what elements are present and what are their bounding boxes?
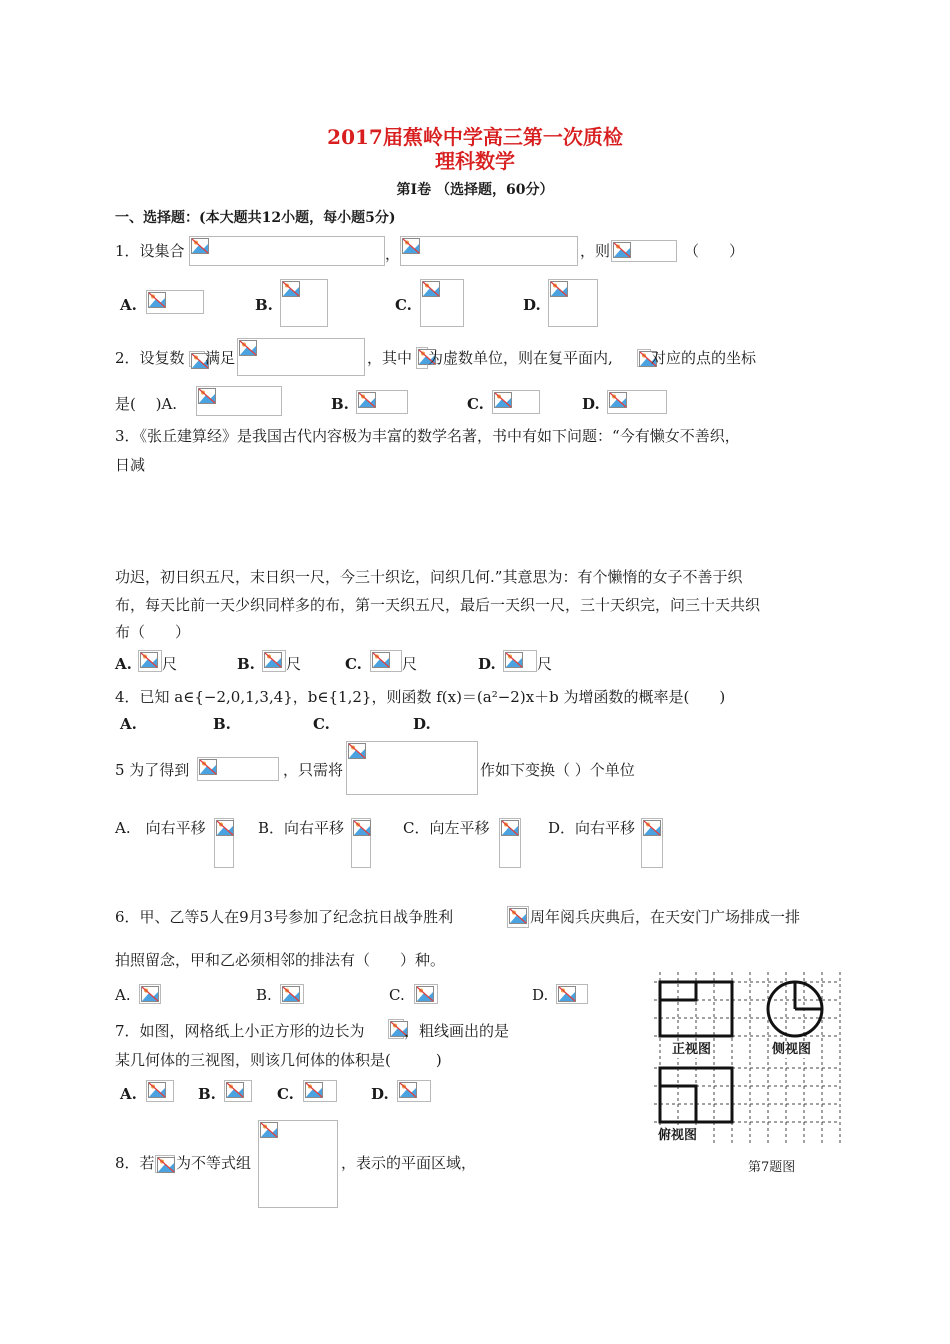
broken-image-icon bbox=[550, 281, 568, 297]
option-label: C. bbox=[389, 986, 405, 1004]
q2-text: 满足 bbox=[205, 349, 236, 367]
q2-text: 对应的点的坐标 bbox=[651, 349, 757, 367]
formula-image bbox=[189, 236, 385, 266]
broken-image-icon bbox=[191, 238, 209, 254]
broken-image-icon bbox=[157, 1157, 175, 1173]
side-view-label: 侧视图 bbox=[772, 1042, 812, 1057]
front-view-label: 正视图 bbox=[672, 1042, 712, 1057]
formula-image bbox=[146, 1080, 174, 1102]
broken-image-icon bbox=[260, 1122, 278, 1138]
formula-image bbox=[420, 279, 464, 327]
broken-image-icon bbox=[609, 392, 627, 408]
formula-image bbox=[224, 1080, 252, 1102]
broken-image-icon bbox=[416, 986, 434, 1002]
broken-image-icon bbox=[422, 281, 440, 297]
option-label: D. bbox=[532, 986, 549, 1004]
q3-text: 日减 bbox=[115, 456, 146, 474]
option-label: A. bbox=[115, 655, 132, 673]
formula-image bbox=[607, 390, 667, 414]
q7-text: 某几何体的三视图，则该几何体的体积是( ) bbox=[115, 1051, 442, 1069]
q1-text: 1．设集合 bbox=[115, 242, 185, 260]
broken-image-icon bbox=[558, 986, 576, 1002]
formula-image bbox=[637, 349, 651, 367]
broken-image-icon bbox=[148, 1082, 166, 1098]
broken-image-icon bbox=[494, 392, 512, 408]
broken-image-icon bbox=[282, 986, 300, 1002]
formula-image bbox=[196, 386, 282, 416]
formula-image bbox=[499, 818, 521, 868]
option-label: B. bbox=[256, 986, 272, 1004]
option-label: D. bbox=[478, 655, 496, 673]
option-label: C. bbox=[277, 1085, 294, 1103]
formula-image bbox=[414, 984, 438, 1004]
broken-image-icon bbox=[141, 986, 159, 1002]
option-label: B. bbox=[198, 1085, 216, 1103]
formula-image bbox=[356, 390, 408, 414]
formula-image bbox=[492, 390, 540, 414]
option-label: A. bbox=[120, 715, 137, 733]
unit-label: 尺 bbox=[162, 655, 178, 673]
q8-text: 8．若 bbox=[115, 1154, 155, 1172]
option-label: D. bbox=[582, 395, 600, 413]
q5-text: 5 为了得到 bbox=[115, 761, 190, 779]
q6-text: 周年阅兵庆典后，在天安门广场排成一排 bbox=[530, 908, 801, 926]
formula-image bbox=[155, 1155, 175, 1173]
broken-image-icon bbox=[509, 908, 527, 924]
q1-answer-paren: （ ） bbox=[684, 242, 745, 260]
formula-image bbox=[146, 290, 204, 314]
broken-image-icon bbox=[239, 340, 257, 356]
q8-text: 为不等式组 bbox=[176, 1154, 252, 1172]
option-label: C．向左平移 bbox=[403, 819, 490, 837]
page-subtitle: 理科数学 bbox=[435, 149, 515, 173]
formula-image bbox=[237, 338, 365, 376]
q5-text: ，只需将 bbox=[283, 761, 344, 779]
formula-image bbox=[346, 741, 478, 795]
broken-image-icon bbox=[148, 292, 166, 308]
q6-text: 拍照留念，甲和乙必须相邻的排法有（ ）种。 bbox=[115, 951, 446, 969]
q8-text: ，表示的平面区域， bbox=[341, 1154, 477, 1172]
formula-image bbox=[611, 240, 677, 262]
formula-image bbox=[503, 650, 537, 672]
broken-image-icon bbox=[613, 242, 631, 258]
page-title: 2017届蕉岭中学高三第一次质检 bbox=[327, 125, 623, 149]
q7-text: ，粗线画出的是 bbox=[404, 1022, 510, 1040]
q1-text: ，则 bbox=[580, 242, 611, 260]
option-label: C. bbox=[395, 296, 412, 314]
formula-image bbox=[262, 650, 286, 672]
q2-line2: 是( )A. bbox=[115, 395, 178, 413]
formula-image bbox=[416, 347, 428, 369]
q3-text: 布，每天比前一天少织同样多的布，第一天织五尺，最后一天织一尺，三十天织完，问三十天共织 bbox=[115, 596, 761, 614]
unit-label: 尺 bbox=[402, 655, 418, 673]
formula-image bbox=[400, 236, 578, 266]
broken-image-icon bbox=[226, 1082, 244, 1098]
broken-image-icon bbox=[358, 392, 376, 408]
part-heading: 一、选择题：(本大题共12小题，每小题5分) bbox=[115, 210, 396, 226]
option-label: B. bbox=[213, 715, 231, 733]
option-label: C. bbox=[313, 715, 330, 733]
broken-image-icon bbox=[353, 820, 371, 836]
formula-image bbox=[139, 984, 161, 1004]
three-view-drawing bbox=[650, 968, 844, 1148]
broken-image-icon bbox=[372, 652, 390, 668]
option-label: C. bbox=[345, 655, 362, 673]
broken-image-icon bbox=[282, 281, 300, 297]
broken-image-icon bbox=[399, 1082, 417, 1098]
q2-text: ，其中 bbox=[367, 349, 413, 367]
formula-image bbox=[280, 279, 328, 327]
broken-image-icon bbox=[199, 759, 217, 775]
option-label: D. bbox=[371, 1085, 389, 1103]
formula-image bbox=[189, 351, 205, 367]
broken-image-icon bbox=[348, 743, 366, 759]
option-label: C. bbox=[467, 395, 484, 413]
option-label: B. bbox=[237, 655, 255, 673]
option-label: D. bbox=[413, 715, 431, 733]
formula-image bbox=[548, 279, 598, 327]
q4-text: 4．已知 a∈{−2,0,1,3,4}，b∈{1,2}，则函数 f(x)＝(a²−2)x＋b 为增函数的概率是( ) bbox=[115, 688, 726, 706]
q5-text: 作如下变换（ ）个单位 bbox=[480, 761, 635, 779]
option-label: D．向右平移 bbox=[548, 819, 636, 837]
broken-image-icon bbox=[643, 820, 661, 836]
three-view-figure bbox=[650, 968, 844, 1148]
option-label: A. bbox=[115, 986, 131, 1004]
formula-image bbox=[556, 984, 588, 1004]
broken-image-icon bbox=[198, 388, 216, 404]
q3-text: 功迟，初日织五尺，末日织一尺，今三十织讫，问织几何.”其意思为：有个懒惰的女子不善于织 bbox=[115, 568, 743, 586]
broken-image-icon bbox=[505, 652, 523, 668]
q2-text: 2．设复数 bbox=[115, 349, 185, 367]
broken-image-icon bbox=[402, 238, 420, 254]
formula-image bbox=[351, 818, 371, 868]
unit-label: 尺 bbox=[537, 655, 553, 673]
formula-image bbox=[197, 757, 279, 781]
top-view-label: 俯视图 bbox=[658, 1128, 698, 1143]
formula-image bbox=[258, 1120, 338, 1208]
q2-text: 为虚数单位，则在复平面内, bbox=[428, 349, 613, 367]
option-label: D. bbox=[523, 296, 541, 314]
q3-text: 3．《张丘建算经》是我国古代内容极为丰富的数学名著，书中有如下问题：“今有懒女不善织， bbox=[115, 427, 740, 445]
option-label: A. bbox=[120, 296, 137, 314]
q7-text: 7．如图，网格纸上小正方形的边长为 bbox=[115, 1022, 365, 1040]
figure-caption: 第7题图 bbox=[748, 1160, 796, 1175]
option-label: A. 向右平移 bbox=[115, 819, 206, 837]
option-label: B. bbox=[255, 296, 273, 314]
broken-image-icon bbox=[140, 652, 158, 668]
broken-image-icon bbox=[501, 820, 519, 836]
formula-image bbox=[641, 818, 663, 868]
broken-image-icon bbox=[216, 820, 234, 836]
formula-image bbox=[303, 1080, 337, 1102]
broken-image-icon bbox=[264, 652, 282, 668]
option-label: B．向右平移 bbox=[258, 819, 345, 837]
formula-image bbox=[214, 818, 234, 868]
formula-image bbox=[370, 650, 402, 672]
q6-text: 6．甲、乙等5人在9月3号参加了纪念抗日战争胜利 bbox=[115, 908, 454, 926]
section-heading: 第Ⅰ卷 （选择题，60分） bbox=[396, 182, 554, 198]
unit-label: 尺 bbox=[286, 655, 302, 673]
formula-image bbox=[280, 984, 304, 1004]
q3-text: 布（ ） bbox=[115, 623, 191, 641]
formula-image bbox=[138, 650, 162, 672]
broken-image-icon bbox=[305, 1082, 323, 1098]
formula-image bbox=[388, 1019, 404, 1039]
option-label: B. bbox=[331, 395, 349, 413]
formula-image bbox=[507, 906, 529, 928]
option-label: A. bbox=[120, 1085, 137, 1103]
formula-image bbox=[397, 1080, 431, 1102]
q1-text: ， bbox=[385, 245, 401, 263]
